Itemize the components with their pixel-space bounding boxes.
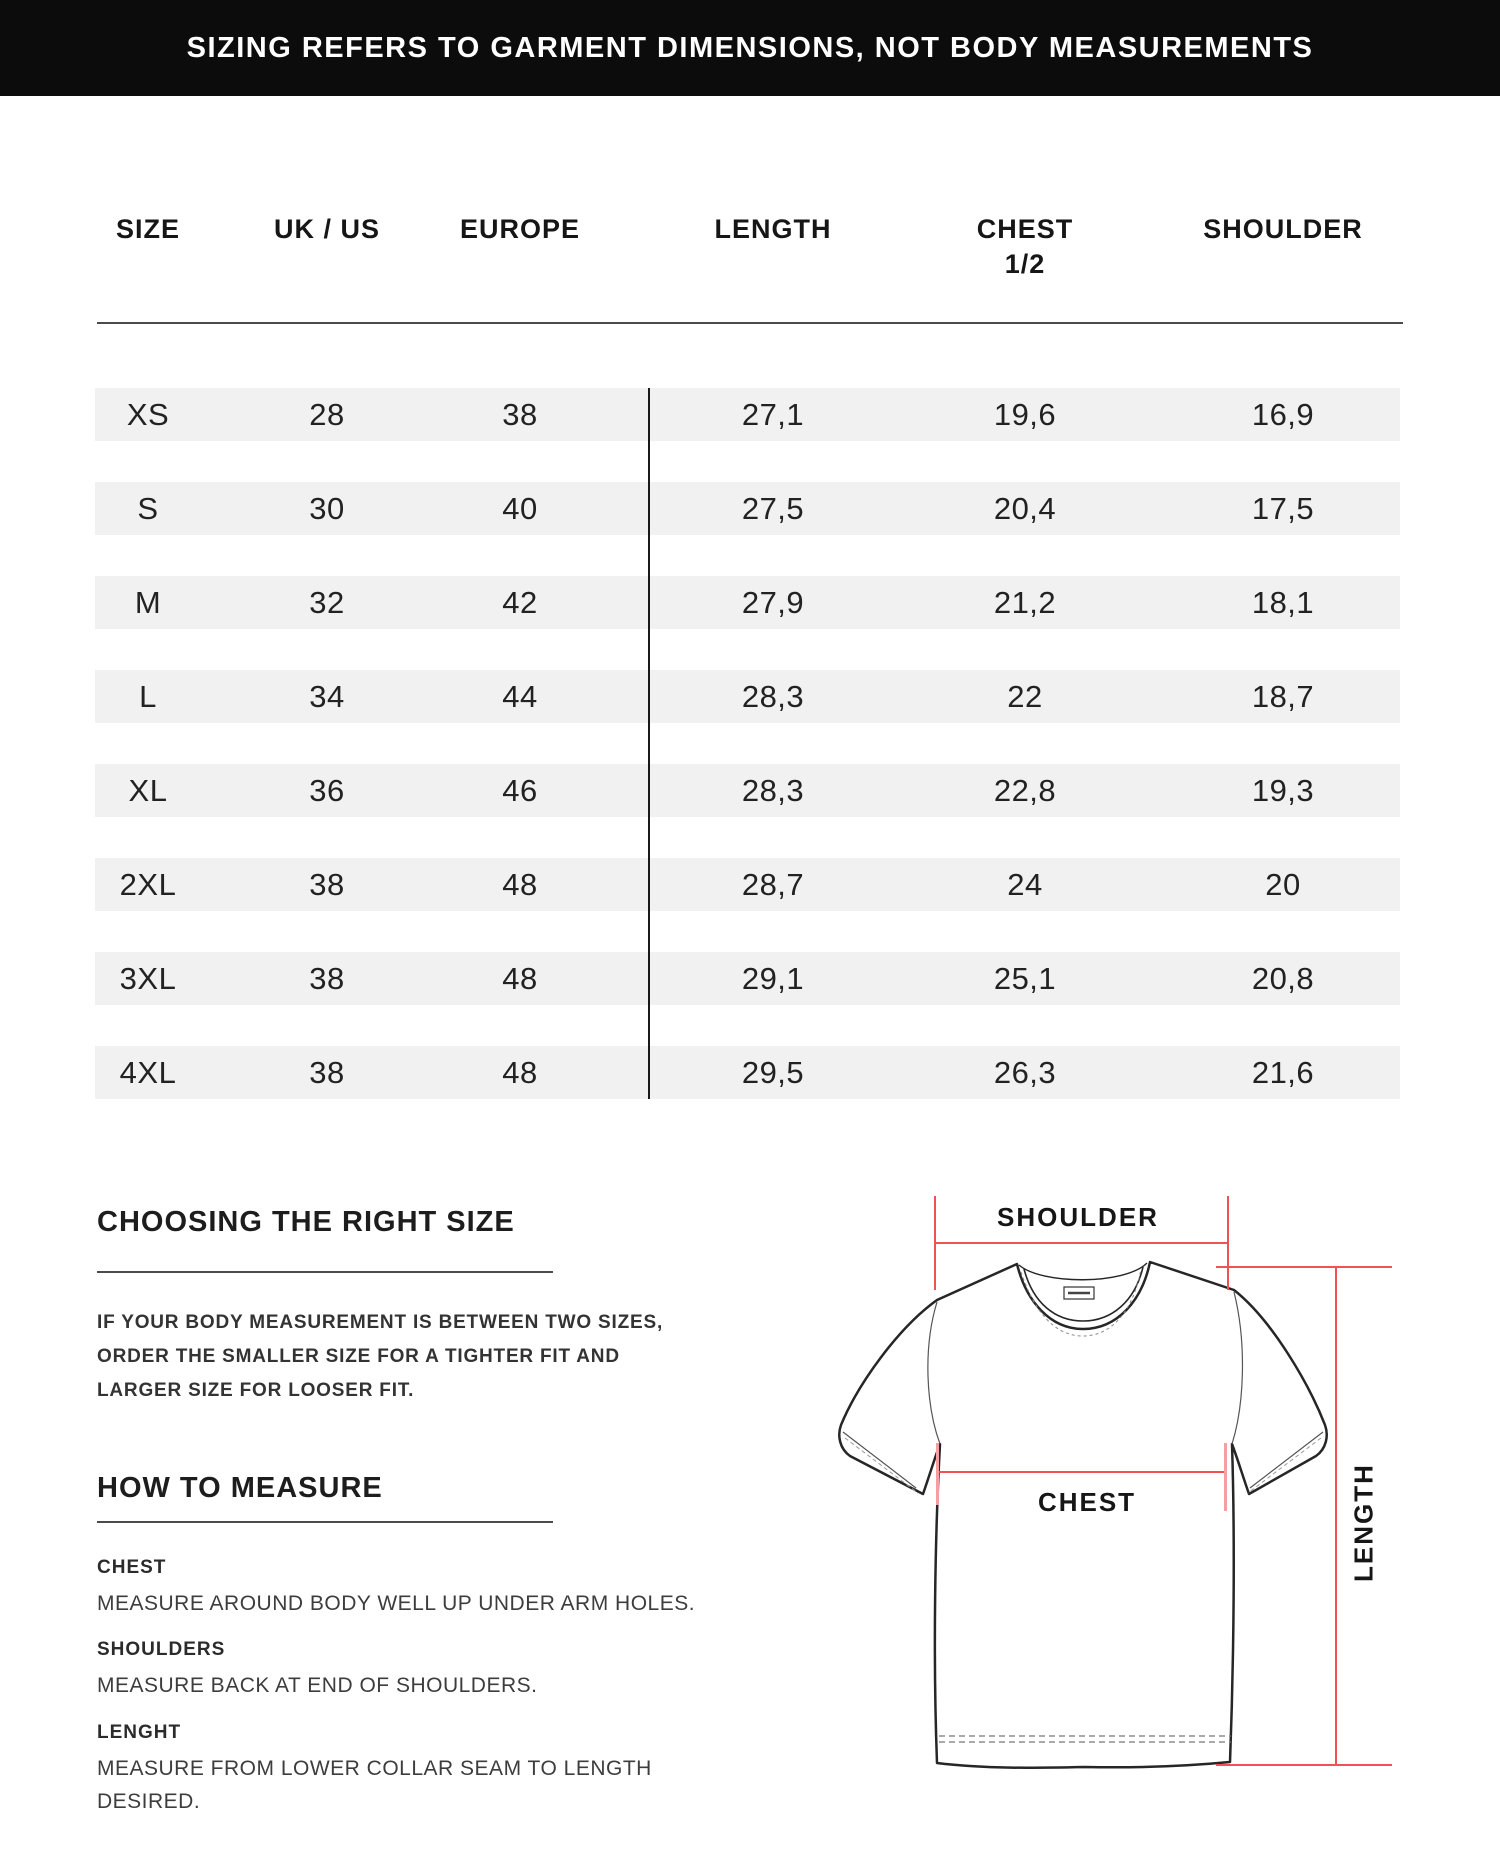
cell-chest: 24 xyxy=(1007,867,1043,902)
measure-item-chest-label: CHEST xyxy=(97,1557,167,1578)
chest-tick-left xyxy=(936,1443,939,1505)
cell-europe: 46 xyxy=(502,773,538,808)
cell-chest: 21,2 xyxy=(993,585,1057,620)
cell-size: XL xyxy=(128,773,168,808)
cell-chest: 19,6 xyxy=(993,397,1057,432)
cell-europe: 40 xyxy=(502,491,538,526)
cell-uk-us: 30 xyxy=(309,491,345,526)
cell-length: 28,3 xyxy=(741,679,805,714)
cell-size: M xyxy=(134,585,162,620)
top-banner xyxy=(0,0,1500,96)
col-header-length: LENGTH xyxy=(714,214,832,244)
col-header-uk-us: UK / US xyxy=(273,214,380,244)
back-neck-seam xyxy=(1019,1263,1147,1280)
diagram-shoulder-label: SHOULDER xyxy=(997,1202,1159,1232)
length-measure-line xyxy=(1335,1266,1337,1766)
length-bottom-line xyxy=(1216,1764,1392,1766)
chest-tick-right xyxy=(1224,1443,1227,1511)
cell-uk-us: 36 xyxy=(309,773,345,808)
diagram-chest-label: CHEST xyxy=(1037,1487,1137,1517)
cell-size: 4XL xyxy=(119,1055,177,1090)
shoulder-tick-right xyxy=(1227,1196,1229,1290)
how-to-measure-rule xyxy=(97,1521,553,1523)
cell-size: 2XL xyxy=(119,867,177,902)
cell-uk-us: 32 xyxy=(309,585,345,620)
cell-shoulder: 19,3 xyxy=(1251,773,1315,808)
cell-length: 27,1 xyxy=(741,397,805,432)
cell-size: S xyxy=(137,491,159,526)
cell-uk-us: 28 xyxy=(309,397,345,432)
measure-item-shoulders-label: SHOULDERS xyxy=(97,1639,226,1660)
cell-shoulder: 17,5 xyxy=(1251,491,1315,526)
cell-europe: 44 xyxy=(502,679,538,714)
cell-size: L xyxy=(139,679,157,714)
cell-length: 29,5 xyxy=(741,1055,805,1090)
choosing-size-paragraph xyxy=(97,1306,737,1408)
col-header-chest xyxy=(925,212,1125,282)
diagram-length-label: LENGTH xyxy=(1348,1463,1379,1582)
col-header-size: SIZE xyxy=(115,214,180,244)
measure-item-length-text xyxy=(97,1752,737,1818)
cell-shoulder: 20 xyxy=(1265,867,1301,902)
choosing-size-rule xyxy=(97,1271,553,1273)
table-column-divider xyxy=(648,388,650,1099)
col-header-chest-line1: CHEST xyxy=(976,214,1074,244)
shoulder-tick-left xyxy=(934,1196,936,1290)
cell-length: 28,7 xyxy=(741,867,805,902)
cell-length: 27,5 xyxy=(741,491,805,526)
paragraph-line: LARGER SIZE FOR LOOSER FIT. xyxy=(97,1380,415,1401)
cell-shoulder: 18,1 xyxy=(1251,585,1315,620)
cell-chest: 26,3 xyxy=(993,1055,1057,1090)
cell-uk-us: 34 xyxy=(309,679,345,714)
cell-shoulder: 16,9 xyxy=(1251,397,1315,432)
col-header-europe: EUROPE xyxy=(459,214,581,244)
banner-text: SIZING REFERS TO GARMENT DIMENSIONS, NOT BODY MEASUREMENTS xyxy=(186,31,1314,64)
cell-length: 28,3 xyxy=(741,773,805,808)
chest-measure-line xyxy=(938,1471,1226,1473)
choosing-size-title: CHOOSING THE RIGHT SIZE xyxy=(97,1206,515,1238)
measure-text-line: DESIRED. xyxy=(97,1790,201,1813)
cell-shoulder: 18,7 xyxy=(1251,679,1315,714)
header-rule xyxy=(97,322,1403,324)
cell-europe: 42 xyxy=(502,585,538,620)
measure-item-length-label: LENGHT xyxy=(97,1722,182,1743)
cell-uk-us: 38 xyxy=(309,1055,345,1090)
measure-item-chest-text: MEASURE AROUND BODY WELL UP UNDER ARM HOLES. xyxy=(97,1592,696,1615)
cell-chest: 22,8 xyxy=(993,773,1057,808)
measure-item-shoulders-text: MEASURE BACK AT END OF SHOULDERS. xyxy=(97,1674,538,1697)
cell-chest: 25,1 xyxy=(993,961,1057,996)
cell-europe: 48 xyxy=(502,1055,538,1090)
paragraph-line: ORDER THE SMALLER SIZE FOR A TIGHTER FIT AND xyxy=(97,1346,620,1367)
how-to-measure-title: HOW TO MEASURE xyxy=(97,1472,383,1504)
cell-size: 3XL xyxy=(119,961,177,996)
col-header-shoulder: SHOULDER xyxy=(1203,214,1363,244)
cell-uk-us: 38 xyxy=(309,867,345,902)
cell-europe: 48 xyxy=(502,867,538,902)
cell-shoulder: 21,6 xyxy=(1251,1055,1315,1090)
cell-length: 27,9 xyxy=(741,585,805,620)
cell-europe: 48 xyxy=(502,961,538,996)
cell-uk-us: 38 xyxy=(309,961,345,996)
col-header-chest-line2: 1/2 xyxy=(1004,249,1046,279)
cell-europe: 38 xyxy=(502,397,538,432)
cell-length: 29,1 xyxy=(741,961,805,996)
cell-shoulder: 20,8 xyxy=(1251,961,1315,996)
paragraph-line: IF YOUR BODY MEASUREMENT IS BETWEEN TWO SIZES, xyxy=(97,1312,664,1333)
cell-size: XS xyxy=(126,397,170,432)
measure-text-line: MEASURE FROM LOWER COLLAR SEAM TO LENGTH xyxy=(97,1757,652,1780)
length-top-line xyxy=(1216,1266,1392,1268)
shoulder-measure-line xyxy=(935,1242,1228,1244)
cell-chest: 20,4 xyxy=(993,491,1057,526)
cell-chest: 22 xyxy=(1007,679,1043,714)
